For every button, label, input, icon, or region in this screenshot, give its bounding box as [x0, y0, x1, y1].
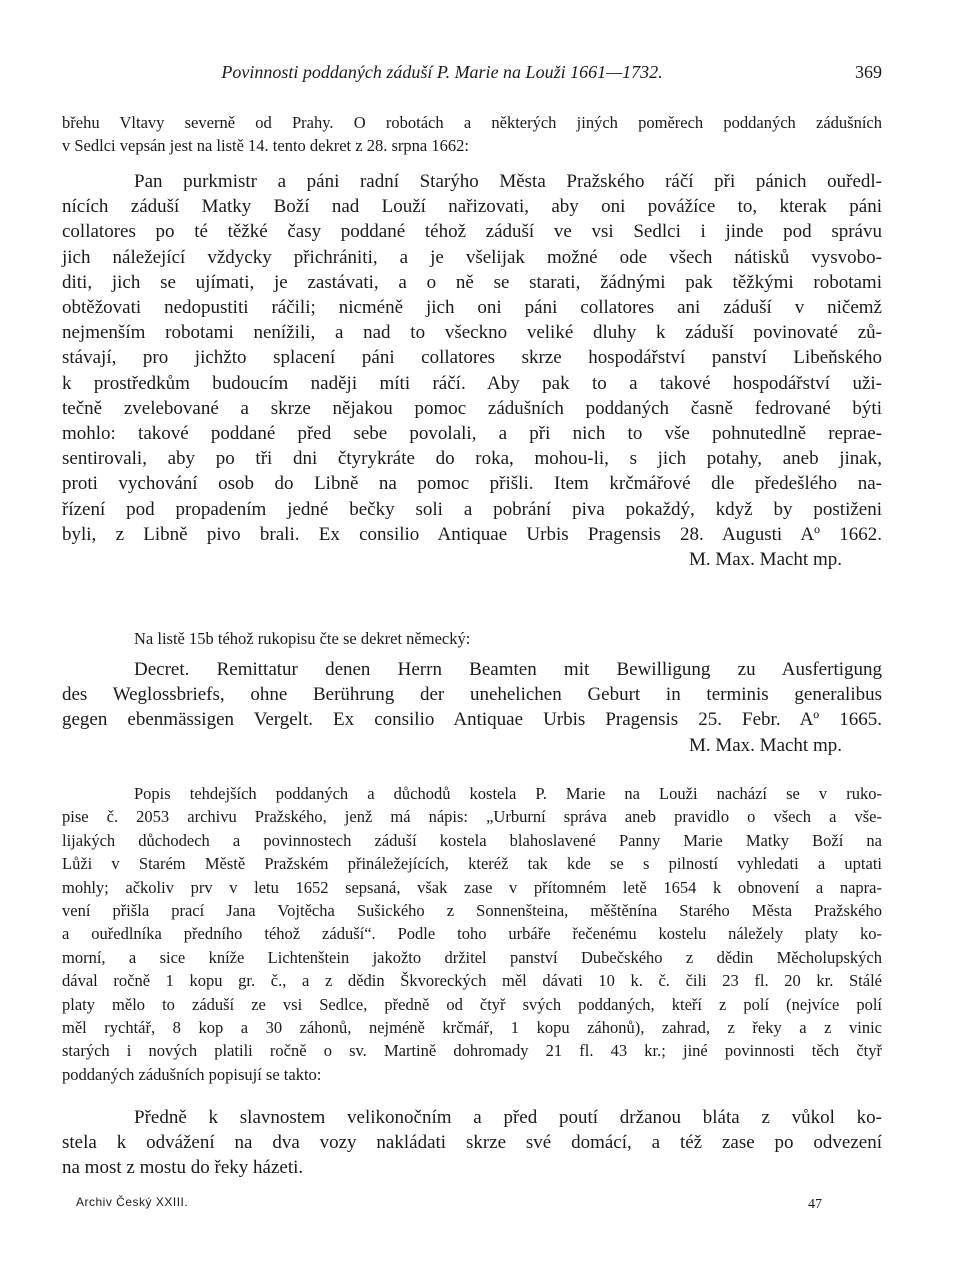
- czech-decree-paragraph: [62, 169, 882, 572]
- german-decree-paragraph: [62, 657, 882, 758]
- text-line: měl rychtář, 8 kop a 30 záhonů, nejméně krčmář, 1 kopu záhonů), zahrad, z řeky a z vinic: [62, 1018, 882, 1038]
- sheet-number: 47: [808, 1197, 822, 1212]
- text-line: jich náležející vždycky přichrániti, a je všelijak možné ode všech nátisků vysvobo-: [62, 246, 882, 268]
- text-line: mohly; ačkoliv prv v letu 1652 sepsaná, však zase v přítomném letě 1654 k obnovení a napra-: [62, 877, 882, 897]
- intro-paragraph: [62, 111, 882, 158]
- text-line: platy mělo to záduší ze vsi Sedlce, předně od čtyř svých poddaných, kteří z polí (nejvíce polí: [62, 994, 882, 1014]
- text-line: obtěžovati nedopustiti ráčili; nicméně jich oni páni collatores ani záduší v ničemž: [62, 297, 882, 319]
- text-line: starých i nových platili ročně o sv. Martině dohromady 21 fl. 43 kr.; jiné povinnosti těch čtyř: [62, 1041, 882, 1061]
- text-line: nejmenším robotami nenížili, a nad to všeckno veliké dluhy k záduší povinovaté zů-: [62, 322, 882, 344]
- text-line: mohlo: takové poddané před sebe povolali, a při nich to vše pohnutedlně repraе-: [62, 423, 882, 445]
- text-line: byli, z Libně pivo brali. Ex consilio Antiquae Urbis Pragensis 28. Augusti Aº 1662.: [62, 523, 882, 545]
- text-line: Popis tehdejších poddaných a důchodů kostela P. Marie na Louži nachází se v ruko-: [134, 784, 882, 803]
- text-line: tečně zvelebované a skrze nějakou pomoc zádušních poddaných časně fedrované býti: [62, 397, 882, 419]
- text-line: collatores po té těžké časy poddané téhož záduší ve vsi Sedlci i jinde pod správu: [62, 221, 882, 243]
- text-line: nících záduší Matky Boží nad Louží nařizovati, aby oni povážíce to, kterak páni: [62, 196, 882, 218]
- text-line: proti vychování osob do Libně na pomoc přišli. Item krčmářové dle předešlého na-: [62, 473, 882, 495]
- text-line: břehu Vltavy severně od Prahy. O robotách a některých jiných poměrech poddaných zádušních: [62, 113, 882, 132]
- document-page: [62, 0, 882, 1270]
- text-line: gegen ebenmässigen Vergelt. Ex consilio Antiquae Urbis Pragensis 25. Febr. Aº 1665.: [62, 709, 882, 731]
- text-line: k prostředkům budoucím naději míti ráčí. Aby pak to a takové hospodářství uži-: [62, 372, 882, 394]
- text-line: pise č. 2053 archivu Pražského, jenž má nápis: „Urburní správa aneb pravidlo o všech a vše-: [62, 807, 882, 827]
- page-number: 369: [855, 62, 882, 82]
- page-footer: [62, 1195, 882, 1215]
- text-line: stávají, pro jichžto splacení páni collatores skrze hospodářství panství Libeňského: [62, 347, 882, 369]
- text-line: Lůži v Starém Městě Pražském přináležejících, kteréž tak kde se s pilností vyhledati a uptati: [62, 854, 882, 874]
- german-note: [62, 627, 882, 650]
- text-line: poddaných zádušních popisují se takto:: [62, 1064, 322, 1084]
- signature: M. Max. Macht mp.: [688, 734, 842, 756]
- description-paragraph: [62, 782, 882, 1086]
- text-line: Pan purkmistr a páni radní Starýho Města Pražského ráčí při pánich ouředl-: [134, 171, 882, 192]
- text-line: Decret. Remittatur denen Herrn Beamten mit Bewilligung zu Ausfertigung: [134, 659, 882, 680]
- running-header: [62, 62, 882, 86]
- text-line: dával ročně 1 kopu gr. č., a z dědin Škvoreckých měl dávati 10 k. č. čili 23 fl. 20 kr. Stálé: [62, 971, 882, 991]
- text-line: Předně k slavnostem velikonočním a před poutí držanou bláta z vůkol ko-: [134, 1107, 882, 1128]
- text-line: v Sedlci vepsán jest na listě 14. tento dekret z 28. srpna 1662:: [62, 136, 469, 156]
- text-line: diti, jich se ujímati, je zastávati, a o ně se starati, žádnými pak těžkými robotami: [62, 271, 882, 293]
- text-line: morní, a sice kníže Lichtenštein jakožto držitel panství Dubečského z dědin Měcholupských: [62, 947, 882, 967]
- text-line: des Weglossbriefs, ohne Berührung der unehelichen Geburt in terminis generalibus: [62, 684, 882, 706]
- signature-mark: Archiv Český XXIII.: [76, 1195, 189, 1209]
- text-line: řízení pod propadením jedné bečky soli a pobrání piva pokaždý, když by postiženi: [62, 498, 882, 520]
- text-line: a ouředlníka předního téhož záduší“. Podle toho urbáře řečenému kostelu náležely platy ko-: [62, 924, 882, 944]
- text-line: lijakých důchodech a povinnostech záduší kostela blahoslavené Panny Marie Matky Boží na: [62, 830, 882, 850]
- text-line: stela k odvážení na dva vozy nakládati skrze své domácí, a též zase po odvezení: [62, 1132, 882, 1154]
- text-line: na most z mostu do řeky házeti.: [62, 1157, 304, 1179]
- text-line: Na listě 15b téhož rukopisu čte se dekret německý:: [134, 629, 471, 648]
- signature: M. Max. Macht mp.: [688, 549, 842, 571]
- text-line: sentirovali, aby po tři dni čtyrykráte do roka, mohou-li, s jich potahy, aneb jinak,: [62, 448, 882, 470]
- running-title: Povinnosti poddaných záduší P. Marie na Louži 1661—1732.: [221, 62, 663, 82]
- text-line: vení přišla prací Jana Vojtěcha Sušického z Sonnenšteina, měštěnína Starého Města Pražského: [62, 901, 882, 921]
- obligations-paragraph: [62, 1105, 882, 1181]
